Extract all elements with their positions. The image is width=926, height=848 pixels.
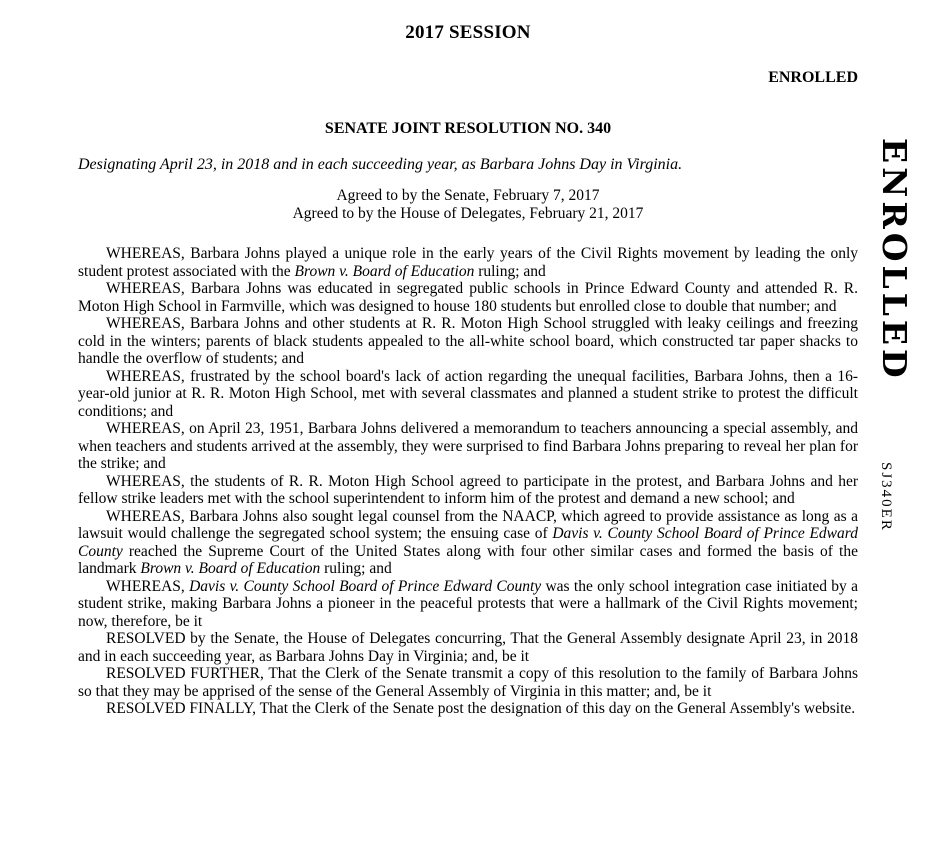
case-name-italic: Davis v. County School Board of Prince Edward County <box>189 577 542 595</box>
paragraph-text: WHEREAS, the students of R. R. Moton High School agreed to participate in the protest, and Barbara Johns and her fellow strike leaders met with the school superintendent to inform him of the protest and demand a new school; and <box>78 472 858 507</box>
paragraph-text: ruling; and <box>320 560 392 577</box>
paragraph-text: reached the Supreme Court of the United States along with four other similar cases and formed the basis of the landmark <box>78 542 858 577</box>
paragraph-text: WHEREAS, Barbara Johns and other students at R. R. Moton High School struggled with leaky ceilings and freezing cold in the winters; parents of black students appealed to the all-white school board, which constructed tar paper shacks to handle the overflow of students; and <box>78 315 858 367</box>
body-paragraph <box>78 245 858 280</box>
case-name-italic: Davis v. County School Board of Prince Edward County <box>78 525 858 560</box>
paragraph-text: RESOLVED FINALLY, That the Clerk of the Senate post the designation of this day on the General Assembly's website. <box>106 700 856 717</box>
paragraph-text: WHEREAS, Barbara Johns also sought legal counsel from the NAACP, which agreed to provide assistance as long as a lawsuit would challenge the segregated school system; the ensuing case of <box>78 507 858 542</box>
designation-line: Designating April 23, in 2018 and in each succeeding year, as Barbara Johns Day in Virginia. <box>78 156 683 173</box>
agreed-line: Agreed to by the House of Delegates, February 21, 2017 <box>292 204 644 222</box>
body-paragraph <box>78 368 858 421</box>
paragraph-text: WHEREAS, Barbara Johns played a unique role in the early years of the Civil Rights movement by leading the only student protest associated with the <box>78 245 858 280</box>
body-paragraph <box>78 280 858 315</box>
paragraph-text: RESOLVED FURTHER, That the Clerk of the Senate transmit a copy of this resolution to the family of Barbara Johns so that they may be apprised of the sense of the General Assembly of Virginia in this matter; and, be it <box>78 665 858 700</box>
paragraph-text: ruling; and <box>474 262 546 280</box>
paragraph-text: WHEREAS, on April 23, 1951, Barbara Johns delivered a memorandum to teachers announcing a special assembly, and when teachers and students arrived at the assembly, they were surprised to find Barbara Johns preparing to reveal her plan for the strike; and <box>78 420 858 472</box>
main-text-column <box>78 0 858 718</box>
resolution-body <box>78 245 858 718</box>
case-name-italic: Brown v. Board of Education <box>294 262 475 280</box>
session-title: 2017 SESSION <box>405 22 531 43</box>
body-paragraph <box>78 578 858 631</box>
body-paragraph <box>78 420 858 473</box>
body-paragraph <box>78 630 858 665</box>
paragraph-text: was the only school integration case initiated by a student strike, making Barbara Johns a pioneer in the peaceful protests that were a hallmark of the Civil Rights movement; now, therefore, be it <box>78 577 858 630</box>
body-paragraph <box>78 700 858 718</box>
body-paragraph <box>78 508 858 578</box>
paragraph-text: WHEREAS, frustrated by the school board's lack of action regarding the unequal facilities, Barbara Johns, then a 16-year-old junior at R. R. Moton High School, met with several classmates and planned a student strike to protest the difficult conditions; and <box>78 367 858 420</box>
case-name-italic: Brown v. Board of Education <box>140 560 321 577</box>
paragraph-text: WHEREAS, Barbara Johns was educated in segregated public schools in Prince Edward County and attended R. R. Moton High School in Farmville, which was designed to house 180 students but enrolled close to double that number; and <box>78 280 858 315</box>
document-code: SJ340ER <box>878 462 894 532</box>
body-paragraph <box>78 315 858 368</box>
body-paragraph <box>78 473 858 508</box>
agreed-lines <box>78 187 858 222</box>
enrolled-stamp-horizontal: ENROLLED <box>768 69 858 86</box>
enrolled-stamp-vertical: ENROLLED <box>875 138 914 382</box>
paragraph-text: WHEREAS, <box>106 577 190 595</box>
agreed-line: Agreed to by the Senate, February 7, 2017 <box>336 187 600 204</box>
paragraph-text: RESOLVED by the Senate, the House of Delegates concurring, That the General Assembly designate April 23, in 2018 and in each succeeding year, as Barbara Johns Day in Virginia; and, be it <box>78 630 858 665</box>
body-paragraph <box>78 665 858 700</box>
resolution-title: SENATE JOINT RESOLUTION NO. 340 <box>324 120 612 137</box>
